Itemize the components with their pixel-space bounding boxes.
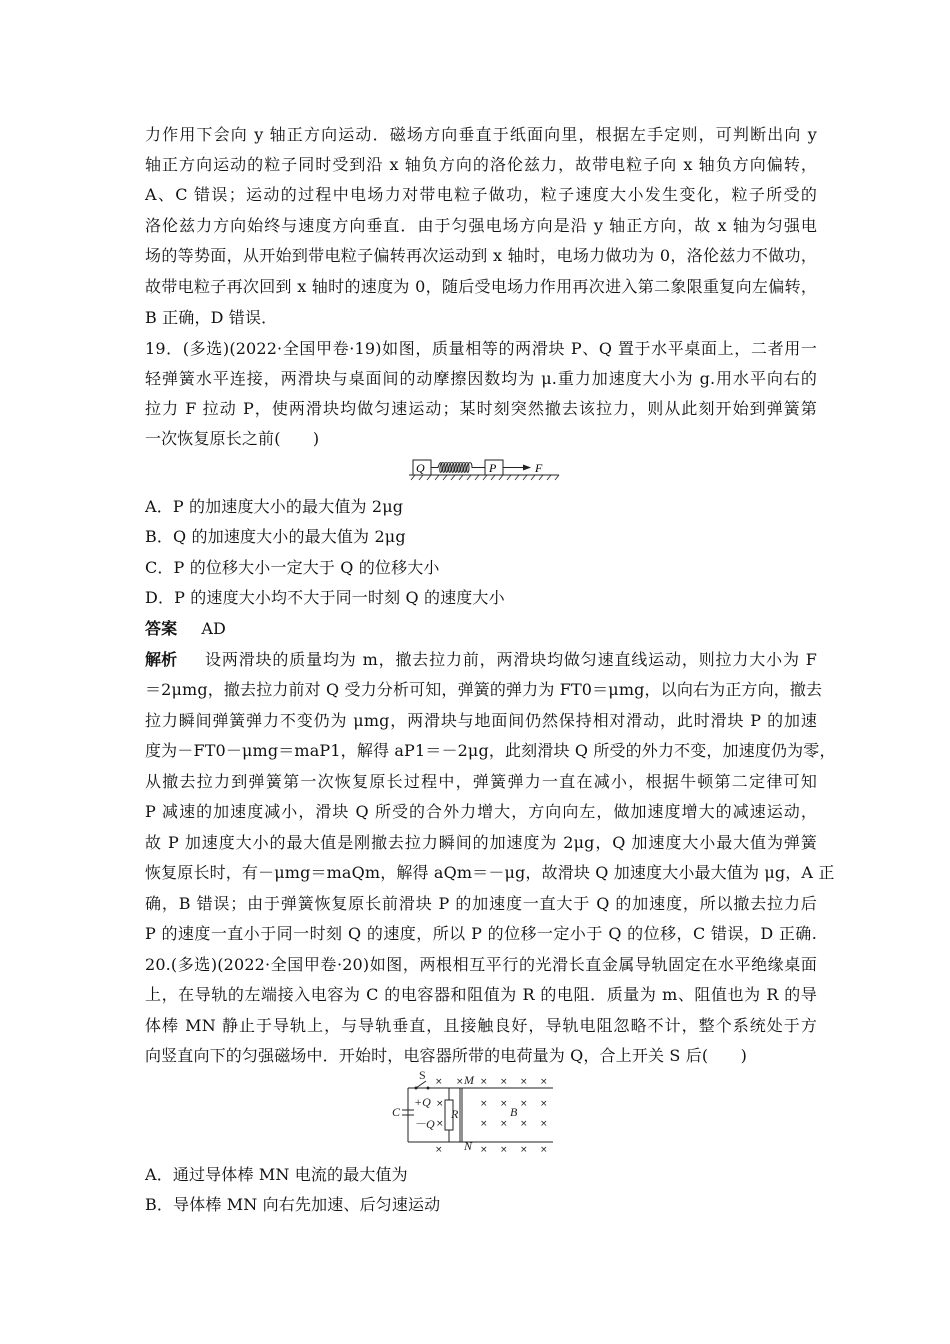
cross-mark: × <box>456 1077 464 1087</box>
cross-mark: × <box>436 1119 444 1129</box>
switch-blade <box>416 1081 426 1088</box>
cross-mark: × <box>500 1099 508 1109</box>
rod-top-label: M <box>464 1073 474 1087</box>
cross-mark: × <box>540 1145 548 1154</box>
option-a: A．通过导体棒 MN 电流的最大值为 <box>145 1165 408 1184</box>
question-20-stem-line: 体棒 MN 静止于导轨上，与导轨垂直，且接触良好，导轨电阻忽略不计，整个系统处于方 <box>145 1016 817 1035</box>
text-line: 故带电粒子再次回到 x 轴时的速度为 0，随后受电场力作用再次进入第二象限重复向左偏转， <box>145 277 817 296</box>
option-d: D．P 的速度大小均不大于同一时刻 Q 的速度大小 <box>145 588 505 607</box>
question-19-stem-line: 拉力 F 拉动 P，使两滑块均做匀速运动；某时刻突然撤去该拉力，则从此刻开始到弹簧第 <box>145 399 817 418</box>
cross-mark: × <box>520 1099 528 1109</box>
text-line: 场的等势面，从开始到带电粒子偏转再次运动到 x 轴时，电场力做功为 0，洛伦兹力不做功， <box>145 246 817 265</box>
question-20-stem-line: 向竖直向下的匀强磁场中．开始时，电容器所带的电荷量为 Q，合上开关 S 后( ) <box>145 1046 747 1065</box>
analysis-line: 确，B 错误；由于弹簧恢复原长前滑块 P 的加速度一直大于 Q 的加速度，所以撤去拉力后 <box>145 894 817 913</box>
question-19-stem-line: 19．(多选)(2022·全国甲卷·19)如图，质量相等的两滑块 P、Q 置于水平桌面上，二者用一 <box>145 339 817 358</box>
cross-mark: × <box>480 1099 488 1109</box>
cross-mark: × <box>436 1099 444 1109</box>
answer-row <box>145 619 817 639</box>
cross-mark: × <box>500 1145 508 1154</box>
question-19-stem-line: 轻弹簧水平连接，两滑块与桌面间的动摩擦因数均为 μ.重力加速度大小为 g.用水平向右的 <box>145 369 817 388</box>
question-20-stem-line: 上，在导轨的左端接入电容为 C 的电容器和阻值为 R 的电阻．质量为 m、阻值也为 R 的导 <box>145 985 817 1004</box>
cross-mark: × <box>480 1145 488 1154</box>
spring-blocks-figure <box>405 455 565 481</box>
table-hatching <box>411 475 559 480</box>
option-a: A．P 的加速度大小的最大值为 2μg <box>145 497 404 516</box>
option-c: C．P 的位移大小一定大于 Q 的位移大小 <box>145 558 440 577</box>
resistor-label: R <box>451 1107 459 1121</box>
minus-q-label: －Q <box>414 1117 435 1131</box>
cross-mark: × <box>435 1145 443 1154</box>
cross-mark: × <box>500 1077 508 1087</box>
cross-mark: × <box>520 1145 528 1154</box>
cross-mark: × <box>480 1119 488 1129</box>
field-label: B <box>510 1105 518 1119</box>
analysis-line: ＝2μmg，撤去拉力前对 Q 受力分析可知，弹簧的弹力为 FT0＝μmg，以向右为正方向，撤去 <box>145 680 823 699</box>
capacitor-label: C <box>392 1105 401 1119</box>
analysis-label: 解析 <box>145 650 178 669</box>
answer-label: 答案 <box>145 619 178 638</box>
spring <box>431 463 485 473</box>
analysis-line: P 的速度一直小于同一时刻 Q 的速度，所以 P 的位移一定小于 Q 的位移，C 错误，D 正确. <box>145 924 817 943</box>
cross-mark: × <box>435 1077 443 1087</box>
cross-mark: × <box>540 1077 548 1087</box>
question-19-stem-line: 一次恢复原长之前( ) <box>145 429 320 448</box>
block-p-label: P <box>489 461 497 475</box>
analysis-text: 设两滑块的质量均为 m，撤去拉力前，两滑块均做匀速直线运动，则拉力大小为 F <box>205 650 817 669</box>
cross-mark: × <box>520 1077 528 1087</box>
analysis-line: P 减速的加速度减小，滑块 Q 所受的合外力增大，方向向左，做加速度增大的减速运动， <box>145 802 817 821</box>
analysis-line: 度为－FT0－μmg＝maP1，解得 aP1＝－2μg，此刻滑块 Q 所受的外力不变，加速度仍为零， <box>145 741 836 760</box>
cross-mark: × <box>500 1119 508 1129</box>
cross-mark: × <box>540 1119 548 1129</box>
circuit-figure <box>388 1068 558 1154</box>
answer-value: AD <box>201 619 226 638</box>
analysis-line: 故 P 加速度大小的最大值是刚撤去拉力瞬间的加速度为 2μg，Q 加速度大小最大值为弹簧 <box>145 833 817 852</box>
analysis-line: 从撤去拉力到弹簧第一次恢复原长过程中，弹簧弹力一直在减小，根据牛顿第二定律可知 <box>145 772 817 791</box>
text-line: A、C 错误；运动的过程中电场力对带电粒子做功，粒子速度大小发生变化，粒子所受的 <box>145 185 817 204</box>
plus-q-label: +Q <box>414 1095 431 1109</box>
text-line: 轴正方向运动的粒子同时受到沿 x 轴负方向的洛伦兹力，故带电粒子向 x 轴负方向偏转， <box>145 155 817 174</box>
text-line: 洛伦兹力方向始终与速度方向垂直．由于匀强电场方向是沿 y 轴正方向，故 x 轴为匀强电 <box>145 216 817 235</box>
cross-mark: × <box>520 1119 528 1129</box>
switch-label: S <box>419 1068 426 1082</box>
question-20-stem-line: 20.(多选)(2022·全国甲卷·20)如图，两根相互平行的光滑长直金属导轨固定在水平绝缘桌面 <box>145 955 817 974</box>
analysis-line: 拉力瞬间弹簧弹力不变仍为 μmg，两滑块与地面间仍然保持相对滑动，此时滑块 P 的加速 <box>145 711 817 730</box>
force-label: F <box>535 461 543 475</box>
analysis-line: 恢复原长时，有－μmg＝maQm，解得 aQm＝－μg，故滑块 Q 加速度大小最大值为 μg，A 正 <box>145 863 835 882</box>
cross-mark: × <box>480 1077 488 1087</box>
text-line: 力作用下会向 y 轴正方向运动．磁场方向垂直于纸面向里，根据左手定则，可判断出向 y <box>145 125 817 144</box>
analysis-first-line <box>145 650 817 670</box>
text-line: B 正确，D 错误． <box>145 308 278 327</box>
option-b: B．导体棒 MN 向右先加速、后匀速运动 <box>145 1195 441 1214</box>
rod-bottom-label: N <box>464 1139 473 1153</box>
cross-mark: × <box>540 1099 548 1109</box>
arrowhead-icon <box>523 465 531 471</box>
block-q-label: Q <box>416 461 425 475</box>
option-b: B．Q 的加速度大小的最大值为 2μg <box>145 527 406 546</box>
